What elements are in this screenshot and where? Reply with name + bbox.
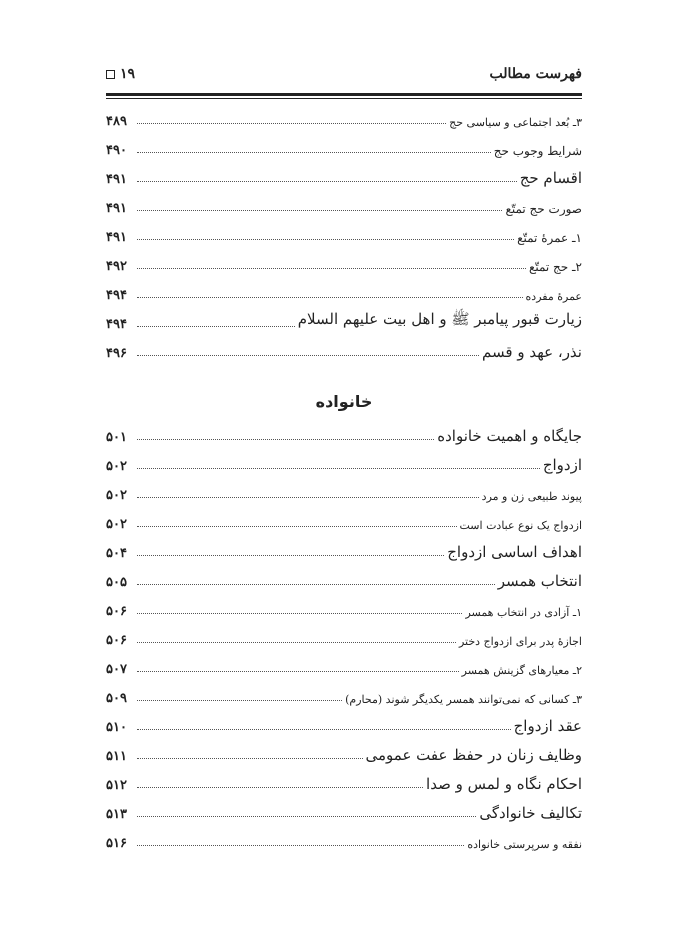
dot-leader [137,845,464,846]
toc-entry[interactable] [106,623,582,652]
header-page-number [106,66,135,82]
toc-entry[interactable] [106,536,582,565]
toc-entry-title: ۱ـ عمرهٔ تمتّع [517,231,582,245]
toc-entry[interactable] [106,797,582,826]
toc-entry[interactable] [106,278,582,307]
toc-entry-page: ۵۱۱ [106,749,127,764]
toc-list-family [106,420,582,855]
dot-leader [137,326,295,327]
toc-entry-page: ۵۰۲ [106,488,127,503]
toc-entry-title: وظایف زنان در حفظ عفت عمومی [365,746,582,764]
toc-entry[interactable] [106,681,582,710]
dot-leader [137,239,514,240]
toc-entry-page: ۵۰۵ [106,575,127,590]
running-title: فهرست مطالب [489,66,582,82]
toc-entry-page: ۴۹۱ [106,230,127,245]
toc-entry-page: ۴۹۶ [106,346,127,361]
toc-entry[interactable] [106,104,582,133]
toc-entry-page: ۴۹۲ [106,259,127,274]
toc-entry-title: تکالیف خانوادگی [479,804,582,822]
dot-leader [137,123,446,124]
toc-entry-page: ۵۱۰ [106,720,127,735]
dot-leader [137,297,523,298]
toc-entry-page: ۵۰۷ [106,662,127,677]
toc-entry[interactable] [106,565,582,594]
dot-leader [137,729,511,730]
toc-entry-title: ازدواج یک نوع عبادت است [459,519,582,532]
toc-entry-page: ۵۰۶ [106,633,127,648]
toc-entry-page: ۵۰۹ [106,691,127,706]
toc-entry-title: عمرهٔ مفرده [525,290,582,303]
toc-entry-title: نفقه و سرپرستی خانواده [467,838,582,851]
dot-leader [137,497,479,498]
toc-list-hajj [106,104,582,365]
square-bullet-icon [106,70,115,79]
toc-entry-page: ۵۰۶ [106,604,127,619]
toc-entry-title: شرایط وجوب حج [493,144,582,158]
toc-entry-title: ۳ـ کسانی که نمی‌توانند همسر یکدیگر شوند (محارم) [345,693,582,706]
toc-entry-page: ۵۰۱ [106,430,127,445]
toc-entry[interactable] [106,191,582,220]
toc-entry-title: اجازهٔ پدر برای ازدواج دختر [458,635,582,648]
toc-entry-title: احکام نگاه و لمس و صدا [426,775,582,793]
toc-entry-title: عقد ازدواج [513,717,582,735]
header-rule-thick [106,93,582,96]
toc-entry[interactable] [106,768,582,797]
toc-entry[interactable] [106,710,582,739]
dot-leader [137,526,457,527]
dot-leader [137,787,423,788]
toc-entry[interactable] [106,507,582,536]
dot-leader [137,181,517,182]
dot-leader [137,210,502,211]
toc-entry-title: صورت حج تمتّع [505,202,582,216]
dot-leader [137,355,479,356]
dot-leader [137,584,495,585]
toc-entry[interactable] [106,739,582,768]
toc-entry-title: انتخاب همسر [497,572,582,590]
toc-entry-title: ۲ـ معیارهای گزینش همسر [461,664,582,677]
toc-entry-title: ۱ـ آزادی در انتخاب همسر [465,606,582,619]
toc-entry-title: پیوند طبیعی زن و مرد [481,490,582,503]
dot-leader [137,613,462,614]
toc-entry[interactable] [106,652,582,681]
toc-entry-title: جایگاه و اهمیت خانواده [437,427,582,445]
toc-entry[interactable] [106,594,582,623]
dot-leader [137,439,434,440]
dot-leader [137,671,459,672]
dot-leader [137,642,456,643]
toc-entry-title: زیارت قبور پیامبر ﷺ و اهل بیت علیهم السلام [297,310,582,328]
toc-entry[interactable] [106,307,582,336]
toc-entry[interactable] [106,133,582,162]
dot-leader [137,700,342,701]
section-heading: خانواده [315,392,373,411]
toc-entry-title: ازدواج [542,456,582,474]
toc-entry[interactable] [106,478,582,507]
toc-entry-title: ۲ـ حج تمتّع [528,260,582,274]
dot-leader [137,555,444,556]
toc-entry-title: اقسام حج [519,169,582,187]
toc-entry-page: ۴۹۰ [106,143,127,158]
dot-leader [137,152,491,153]
toc-entry[interactable] [106,220,582,249]
toc-entry-page: ۵۰۲ [106,517,127,532]
toc-entry[interactable] [106,249,582,278]
toc-entry-page: ۵۱۳ [106,807,127,822]
toc-entry[interactable] [106,826,582,855]
toc-entry-page: ۵۰۲ [106,459,127,474]
page-number: ۱۹ [120,66,136,82]
toc-entry-page: ۴۸۹ [106,114,127,129]
toc-entry-title: ۳ـ بُعد اجتماعی و سیاسی حج [449,116,582,129]
toc-entry-title: نذر، عهد و قسم [482,343,582,361]
toc-entry-page: ۴۹۱ [106,201,127,216]
toc-entry-page: ۵۱۲ [106,778,127,793]
toc-entry[interactable] [106,449,582,478]
toc-entry[interactable] [106,420,582,449]
dot-leader [137,816,476,817]
dot-leader [137,758,363,759]
toc-entry-page: ۵۱۶ [106,836,127,851]
toc-entry-page: ۴۹۴ [106,317,127,332]
header-rule-thin [106,98,582,99]
page-header [106,64,582,86]
toc-entry-title: اهداف اساسی ازدواج [447,543,582,561]
toc-entry[interactable] [106,336,582,365]
dot-leader [137,468,540,469]
toc-entry-page: ۴۹۴ [106,288,127,303]
toc-entry[interactable] [106,162,582,191]
toc-entry-page: ۵۰۴ [106,546,127,561]
dot-leader [137,268,526,269]
toc-entry-page: ۴۹۱ [106,172,127,187]
